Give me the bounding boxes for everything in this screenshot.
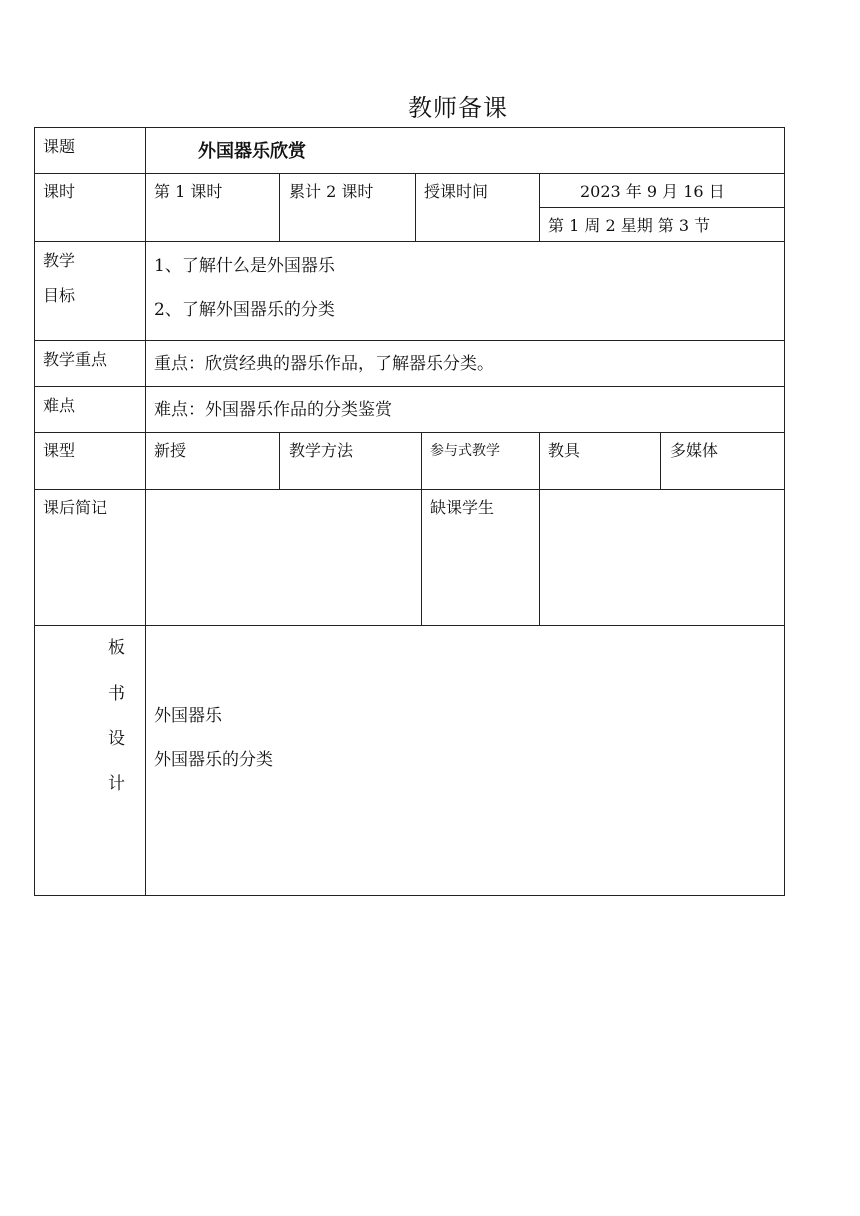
key-point-label: 教学重点: [43, 350, 108, 369]
board-label-char: 计: [108, 774, 125, 794]
period-label: 课时: [43, 182, 76, 201]
week-info: 第 1 周 2 星期 第 3 节: [548, 216, 711, 235]
notes-label: 课后简记: [43, 498, 108, 517]
page-title: 教师备课: [408, 94, 508, 122]
difficulty-value: 难点：外国器乐作品的分类鉴赏: [154, 400, 392, 420]
absent-students-label: 缺课学生: [430, 498, 495, 517]
topic-value: 外国器乐欣赏: [198, 141, 306, 162]
board-line: 外国器乐: [154, 706, 222, 726]
teaching-date: 2023 年 9 月 16 日: [580, 182, 725, 201]
teaching-time-label: 授课时间: [424, 182, 489, 201]
goals-label-line2: 目标: [43, 286, 76, 305]
lesson-type-value: 新授: [154, 441, 187, 460]
method-label: 教学方法: [289, 441, 354, 460]
board-line: 外国器乐的分类: [154, 750, 273, 770]
lesson-type-label: 课型: [43, 441, 76, 460]
board-label-char: 书: [108, 684, 125, 704]
board-label-char: 设: [108, 729, 125, 749]
tools-label: 教具: [548, 441, 581, 460]
difficulty-label: 难点: [43, 396, 76, 415]
tools-value: 多媒体: [670, 441, 719, 460]
goals-label-line1: 教学: [43, 251, 76, 270]
lesson-number: 第 1 课时: [154, 182, 223, 201]
key-point-value: 重点：欣赏经典的器乐作品，了解器乐分类。: [154, 354, 494, 374]
goal-item: 2、了解外国器乐的分类: [154, 300, 335, 320]
topic-label: 课题: [43, 137, 76, 156]
cumulative-lessons: 累计 2 课时: [289, 182, 374, 201]
board-label-char: 板: [108, 638, 125, 658]
goal-item: 1、了解什么是外国器乐: [154, 256, 335, 276]
method-value: 参与式教学: [430, 443, 500, 459]
